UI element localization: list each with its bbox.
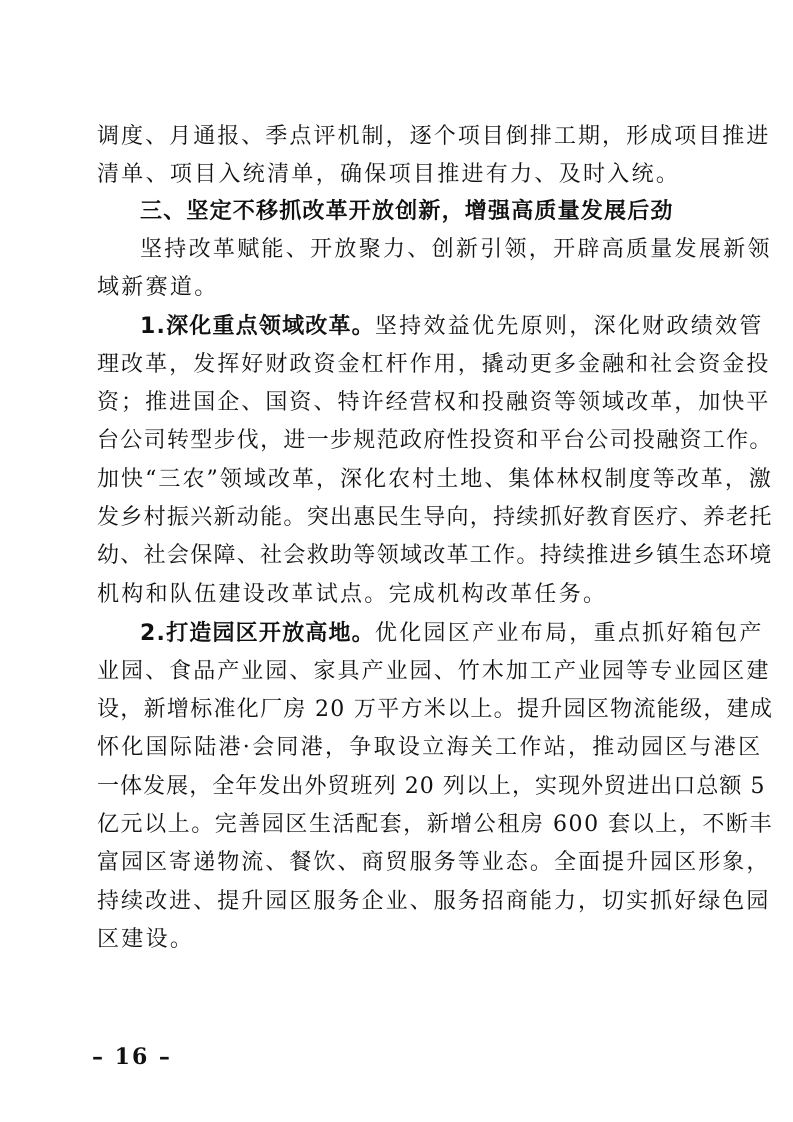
item-first-line [140,313,764,341]
item-first-line [140,620,764,648]
body-text-line: 持续改进、提升园区服务企业、服务招商能力，切实抓好绿色园 [97,889,771,914]
page-number: – 16 – [92,1044,172,1070]
body-text-line: 设，新增标准化厂房 20 万平方米以上。提升园区物流能级，建成 [97,697,774,722]
body-text-line: 一体发展，全年发出外贸班列 20 列以上，实现外贸进出口总额 5 [97,774,766,799]
body-text-line: 机构和队伍建设改革试点。完成机构改革任务。 [97,582,608,607]
section-heading: 三、坚定不移抓改革开放创新，增强高质量发展后劲 [140,199,674,224]
body-text-line: 亿元以上。完善园区生活配套，新增公租房 600 套以上，不断丰 [97,812,774,837]
body-text-line: 富园区寄递物流、餐饮、商贸服务等业态。全面提升园区形象， [97,850,771,875]
body-text-line: 台公司转型步伐，进一步规范政府性投资和平台公司投融资工作。 [97,428,773,453]
body-text-line: 清单、项目入统清单，确保项目推进有力、及时入统。 [97,162,681,187]
body-text-line: 幼、社会保障、社会救助等领域改革工作。持续推进乡镇生态环境 [97,543,773,568]
item-title: 1.深化重点领域改革。 [140,314,375,339]
body-text-line: 理改革，发挥好财政资金杠杆作用，撬动更多金融和社会资金投 [97,352,771,377]
body-text-line: 业园、食品产业园、家具产业园、竹木加工产业园等专业园区建 [97,659,771,684]
body-text-line: 调度、月通报、季点评机制，逐个项目倒排工期，形成项目推进 [97,124,771,149]
item-title: 2.打造园区开放高地。 [140,621,375,646]
body-text-line: 资；推进国企、国资、特许经营权和投融资等领域改革，加快平 [97,390,771,415]
body-text: 坚持效益优先原则，深化财政绩效管 [374,314,764,339]
body-text-line: 坚持改革赋能、开放聚力、创新引领，开辟高质量发展新领 [140,237,772,262]
body-text-line: 加快“三农”领域改革，深化农村土地、集体林权制度等改革，激 [97,467,773,492]
body-text-line: 区建设。 [97,927,195,952]
body-text-line: 怀化国际陆港·会同港，争取设立海关工作站，推动园区与港区 [97,735,763,760]
body-text: 优化园区产业布局，重点抓好箱包产 [374,621,764,646]
body-text-line: 发乡村振兴新动能。突出惠民生导向，持续抓好教育医疗、养老托 [97,505,773,530]
body-text-line: 域新赛道。 [97,275,219,300]
